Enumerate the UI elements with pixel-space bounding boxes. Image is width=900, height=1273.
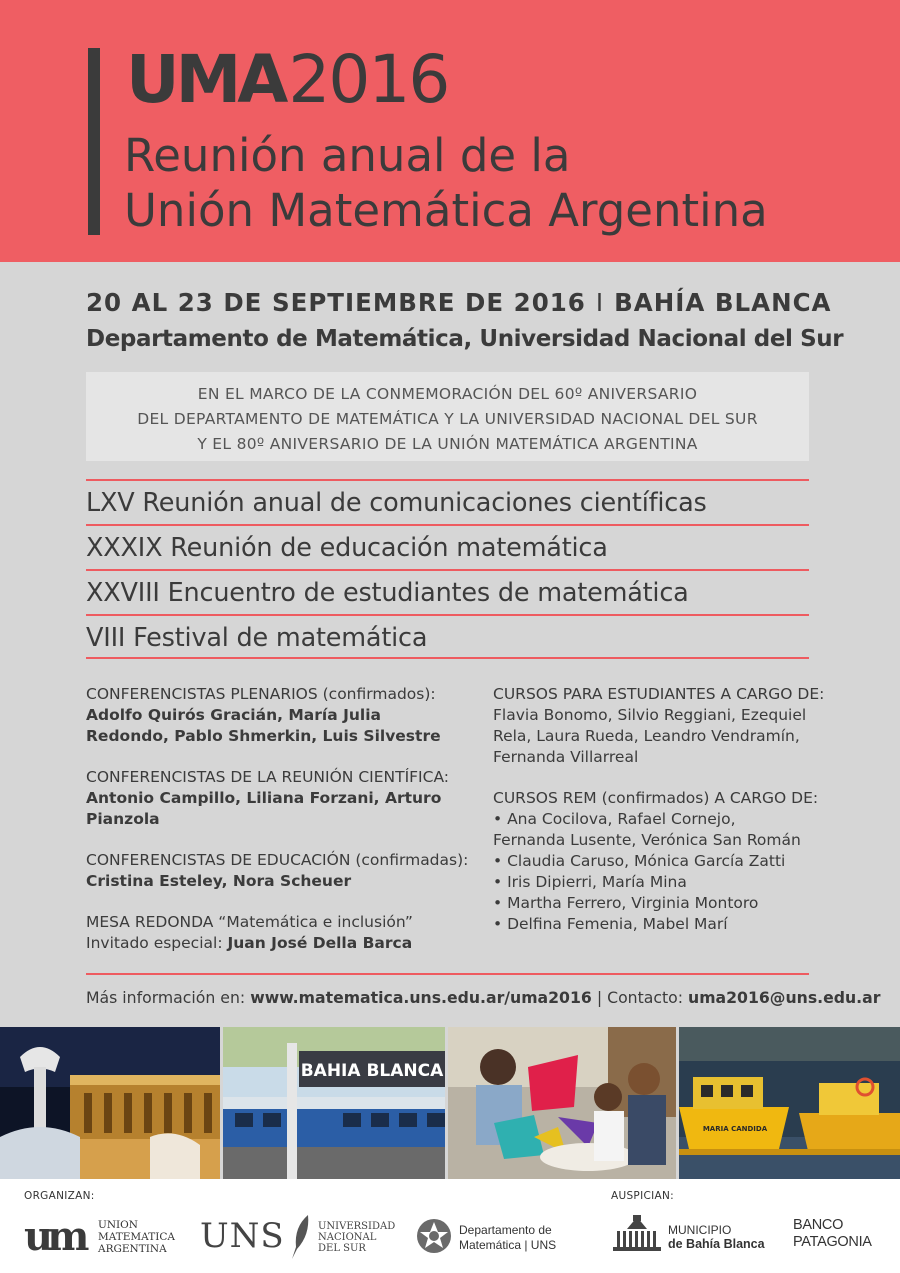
municipio-logo-text xyxy=(668,1223,765,1251)
boats-photo xyxy=(679,1027,900,1179)
municipio-building-icon xyxy=(611,1215,663,1253)
uma-logo-icon: um xyxy=(24,1213,84,1260)
plenary-label: CONFERENCISTAS PLENARIOS (confirmados): xyxy=(86,685,436,703)
more-info-label: Más información en: xyxy=(86,988,246,1007)
banco-logo-line: BANCO xyxy=(793,1217,844,1233)
list-item: • Claudia Caruso, Mónica García Zatti xyxy=(493,852,786,870)
rem-courses-block xyxy=(493,788,819,935)
uns-logo-line: UNIVERSIDAD xyxy=(318,1221,396,1232)
event-dates xyxy=(86,288,832,317)
list-item: • Ana Cocilova, Rafael Cornejo, xyxy=(493,810,736,828)
event-date-range: 20 AL 23 DE SEPTIEMBRE DE 2016 xyxy=(86,288,586,317)
divider xyxy=(86,973,809,975)
list-item: • Delfina Femenia, Mabel Marí xyxy=(493,915,728,933)
photo-strip xyxy=(0,1027,900,1179)
info-divider: | xyxy=(596,988,603,1007)
page-title xyxy=(124,128,768,238)
students-courses-block xyxy=(493,684,825,768)
meeting-item: LXV Reunión anual de comunicaciones científicas xyxy=(86,479,809,524)
brand-year: 2016 xyxy=(288,41,449,118)
guest-line xyxy=(86,933,466,954)
brand-uma: UMA xyxy=(126,41,285,118)
education-label: CONFERENCISTAS DE EDUCACIÓN (confirmadas): xyxy=(86,851,469,869)
students-courses-label: CURSOS PARA ESTUDIANTES A CARGO DE: xyxy=(493,685,825,703)
scientific-names: Antonio Campillo, Liliana Forzani, Arturo Pianzola xyxy=(86,789,442,828)
organizers-label: ORGANIZAN: xyxy=(24,1190,95,1202)
meeting-item: XXXIX Reunión de educación matemática xyxy=(86,524,809,569)
speakers-right-column xyxy=(493,684,825,955)
station-sign-text: BAHIA BLANCA xyxy=(300,1061,444,1081)
banco-logo-line: PATAGONIA xyxy=(793,1234,872,1250)
dept-logo-line: Departamento de xyxy=(459,1223,552,1237)
municipio-logo-line: de Bahía Blanca xyxy=(668,1237,765,1251)
speakers-left-column xyxy=(86,684,469,974)
contact-label: Contacto: xyxy=(607,988,684,1007)
students-courses-names: Flavia Bonomo, Silvio Reggiani, Ezequiel Rela, Laura Rueda, Leandro Vendramín, Fernanda Villarreal xyxy=(493,706,807,766)
uma-logo-text xyxy=(98,1219,175,1255)
rem-courses-label: CURSOS REM (confirmados) A CARGO DE: xyxy=(493,789,819,807)
dept-logo-text xyxy=(459,1223,556,1253)
header-accent-bar xyxy=(88,48,100,235)
sponsors-label: AUSPICIAN: xyxy=(611,1190,674,1202)
scientific-block xyxy=(86,767,466,830)
commemoration-line: Y EL 80º ANIVERSARIO DE LA UNIÓN MATEMÁTICA ARGENTINA xyxy=(197,435,698,453)
math-festival-photo xyxy=(448,1027,676,1179)
header-banner xyxy=(0,0,900,262)
dept-logo-line: Matemática | UNS xyxy=(459,1238,557,1252)
boat-name-text: MARIA CANDIDA xyxy=(702,1125,768,1133)
email-link[interactable]: uma2016@uns.edu.ar xyxy=(688,988,881,1007)
rem-courses-list xyxy=(493,809,813,935)
event-city: BAHÍA BLANCA xyxy=(614,288,832,317)
train-station-photo xyxy=(223,1027,445,1179)
education-names: Cristina Esteley, Nora Scheuer xyxy=(86,872,352,890)
list-item: • Iris Dipierri, María Mina xyxy=(493,873,687,891)
uns-logo-line: NACIONAL xyxy=(318,1232,377,1243)
meetings-list xyxy=(86,479,809,659)
commemoration-line: EN EL MARCO DE LA CONMEMORACIÓN DEL 60º ANIVERSARIO xyxy=(197,385,698,403)
plenary-names: Adolfo Quirós Gracián, María Julia Redondo, Pablo Shmerkin, Luis Silvestre xyxy=(86,706,441,745)
guest-name: Juan José Della Barca xyxy=(227,934,413,952)
event-separator: I xyxy=(595,288,605,317)
title-line-1: Reunión anual de la xyxy=(124,129,571,182)
title-line-2: Unión Matemática Argentina xyxy=(124,184,768,237)
guest-label: Invitado especial: xyxy=(86,934,223,952)
footer-logos xyxy=(0,1179,900,1273)
info-line xyxy=(86,988,881,1007)
brand-logo xyxy=(126,41,449,118)
education-block xyxy=(86,850,469,892)
banco-patagonia-logo xyxy=(793,1217,872,1251)
uma-logo-line: ARGENTINA xyxy=(98,1243,167,1255)
uns-feather-icon xyxy=(288,1213,314,1261)
plenary-block xyxy=(86,684,466,747)
list-item: • Martha Ferrero, Virginia Montoro xyxy=(493,894,759,912)
municipio-logo-line: MUNICIPIO xyxy=(668,1223,732,1237)
roundtable-block xyxy=(86,912,466,954)
commemoration-box xyxy=(86,372,809,461)
event-venue: Departamento de Matemática, Universidad Nacional del Sur xyxy=(86,326,844,352)
uns-logo-icon: UNS xyxy=(200,1216,285,1256)
meeting-item: XXVIII Encuentro de estudiantes de matemática xyxy=(86,569,809,614)
fountain-night-photo xyxy=(0,1027,220,1179)
uma-logo-line: MATEMATICA xyxy=(98,1231,175,1243)
scientific-label: CONFERENCISTAS DE LA REUNIÓN CIENTÍFICA: xyxy=(86,768,450,786)
commemoration-line: DEL DEPARTAMENTO DE MATEMÁTICA Y LA UNIVERSIDAD NACIONAL DEL SUR xyxy=(137,410,758,428)
list-item: Fernanda Lusente, Verónica San Román xyxy=(493,831,801,849)
uns-logo-line: DEL SUR xyxy=(318,1243,366,1254)
website-link[interactable]: www.matematica.uns.edu.ar/uma2016 xyxy=(250,988,592,1007)
uns-logo-text xyxy=(318,1221,395,1254)
meeting-item: VIII Festival de matemática xyxy=(86,614,809,659)
uma-logo-line: UNION xyxy=(98,1219,138,1231)
roundtable-label: MESA REDONDA “Matemática e inclusión” xyxy=(86,913,413,931)
dept-logo-icon xyxy=(415,1217,453,1255)
